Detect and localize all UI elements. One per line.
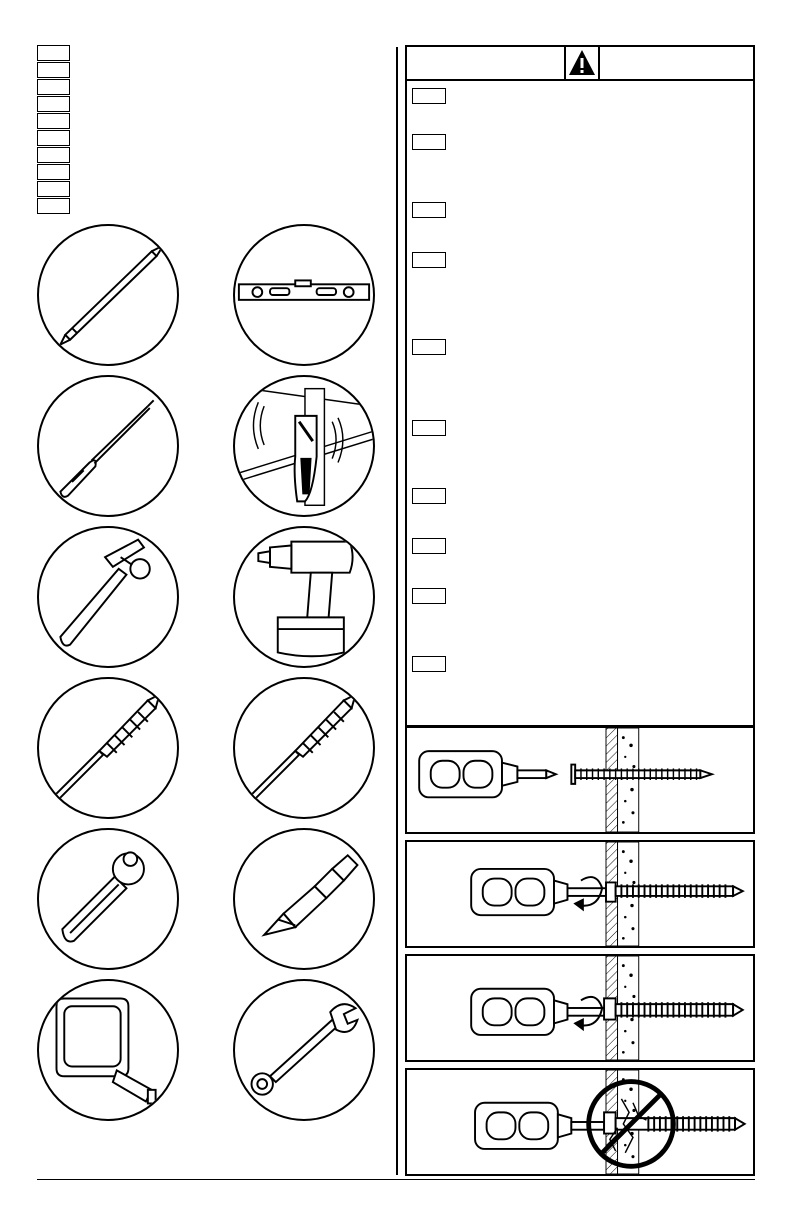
tool-tape-measure (37, 979, 179, 1121)
power-drill-icon (235, 528, 373, 666)
drill-bit-icon (235, 679, 373, 817)
tool-socket-wrench (37, 828, 179, 970)
rotate-arrow-icon (407, 956, 753, 1060)
tool-hammer (37, 526, 179, 668)
step-tighten-screw (405, 954, 755, 1062)
part-checkbox[interactable] (37, 130, 70, 146)
footer-rule (37, 1179, 755, 1180)
warning-header (407, 47, 753, 81)
warning-item-checkbox[interactable] (412, 134, 446, 150)
tool-pencil (37, 224, 179, 366)
part-checkbox[interactable] (37, 164, 70, 180)
tool-power-drill (233, 526, 375, 668)
level-icon (235, 226, 373, 364)
warning-item-checkbox[interactable] (412, 339, 446, 355)
warning-item-checkbox[interactable] (412, 656, 446, 672)
part-checkbox[interactable] (37, 147, 70, 163)
warning-item-checkbox[interactable] (412, 252, 446, 268)
part-checkbox[interactable] (37, 113, 70, 129)
part-checkbox[interactable] (37, 96, 70, 112)
warning-item-checkbox[interactable] (412, 488, 446, 504)
step-do-not-overtighten (405, 1068, 755, 1176)
phillips-bit-icon (235, 830, 373, 968)
warning-item-checkbox[interactable] (412, 538, 446, 554)
part-checkbox[interactable] (37, 198, 70, 214)
stud-finder-icon (235, 377, 373, 515)
prohibited-icon (407, 1070, 753, 1174)
socket-wrench-icon (39, 830, 177, 968)
wrench-icon (235, 981, 373, 1119)
part-checkbox[interactable] (37, 79, 70, 95)
pencil-icon (39, 226, 177, 364)
screwdriver-insert-icon (407, 728, 753, 832)
step-turn-screw (405, 840, 755, 948)
part-checkbox[interactable] (37, 45, 70, 61)
part-checkbox[interactable] (37, 181, 70, 197)
screwdriver-icon (39, 377, 177, 515)
column-divider (396, 47, 398, 1175)
step-insert-screw (405, 726, 755, 834)
tool-level (233, 224, 375, 366)
tool-phillips-bit (233, 828, 375, 970)
tool-drill-bit (233, 677, 375, 819)
warning-icon-box (564, 47, 600, 79)
tool-drill-bit (37, 677, 179, 819)
tool-screwdriver (37, 375, 179, 517)
warning-triangle-icon (566, 47, 598, 79)
warning-panel (405, 45, 755, 727)
drill-bit-icon (39, 679, 177, 817)
warning-item-checkbox[interactable] (412, 420, 446, 436)
warning-item-checkbox[interactable] (412, 202, 446, 218)
tool-stud-finder (233, 375, 375, 517)
part-checkbox[interactable] (37, 62, 70, 78)
warning-item-checkbox[interactable] (412, 88, 446, 104)
warning-item-checkbox[interactable] (412, 588, 446, 604)
rotate-arrow-icon (407, 842, 753, 946)
hammer-icon (39, 528, 177, 666)
tool-combination-wrench (233, 979, 375, 1121)
tape-measure-icon (39, 981, 177, 1119)
